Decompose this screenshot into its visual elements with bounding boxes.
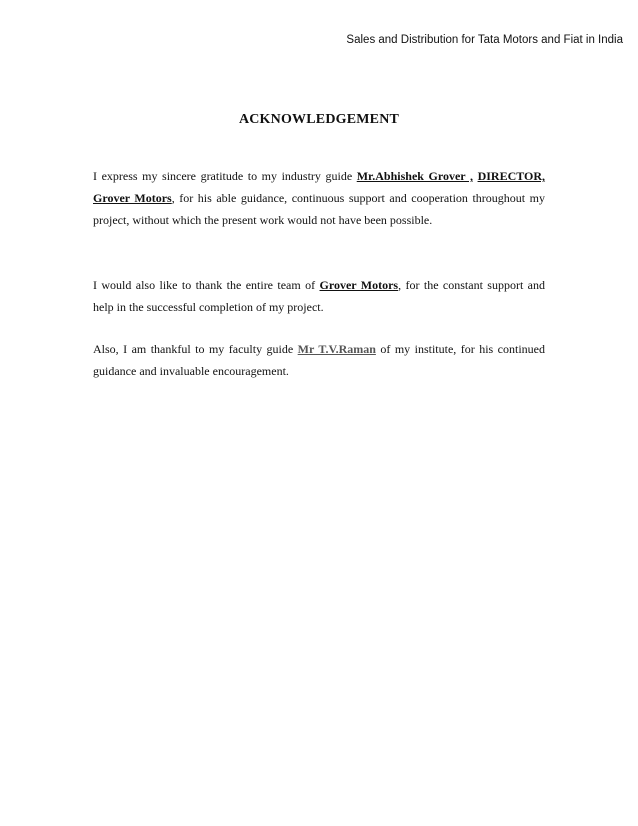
company-name: Grover Motors [319,278,399,292]
running-header: Sales and Distribution for Tata Motors and Fiat in India [346,34,623,46]
paragraph-text: Also, I am thankful to my faculty guide [93,342,298,356]
paragraph-team-thanks [93,274,545,318]
paragraph-industry-guide [93,165,545,231]
faculty-guide-name: Mr T.V.Raman [297,342,376,356]
industry-guide-name: Mr.Abhishek Grover , [356,169,473,183]
paragraph-text: I express my sincere gratitude to my industry guide [93,169,357,183]
paragraph-text: I would also like to thank the entire team of [93,278,320,292]
page-title: ACKNOWLEDGEMENT [238,112,400,127]
paragraph-text: , for the constant support and help in the successful completion of my project. [93,278,546,314]
paragraph-faculty-guide [93,338,545,382]
industry-guide-role: DIRECTOR, Grover Motors [93,169,546,205]
paragraph-text: , for his able guidance, continuous support and cooperation throughout my project, without which the present work would not have been possible. [93,191,545,227]
paragraph-text: of my institute, for his continued guidance and invaluable encouragement. [93,342,545,378]
